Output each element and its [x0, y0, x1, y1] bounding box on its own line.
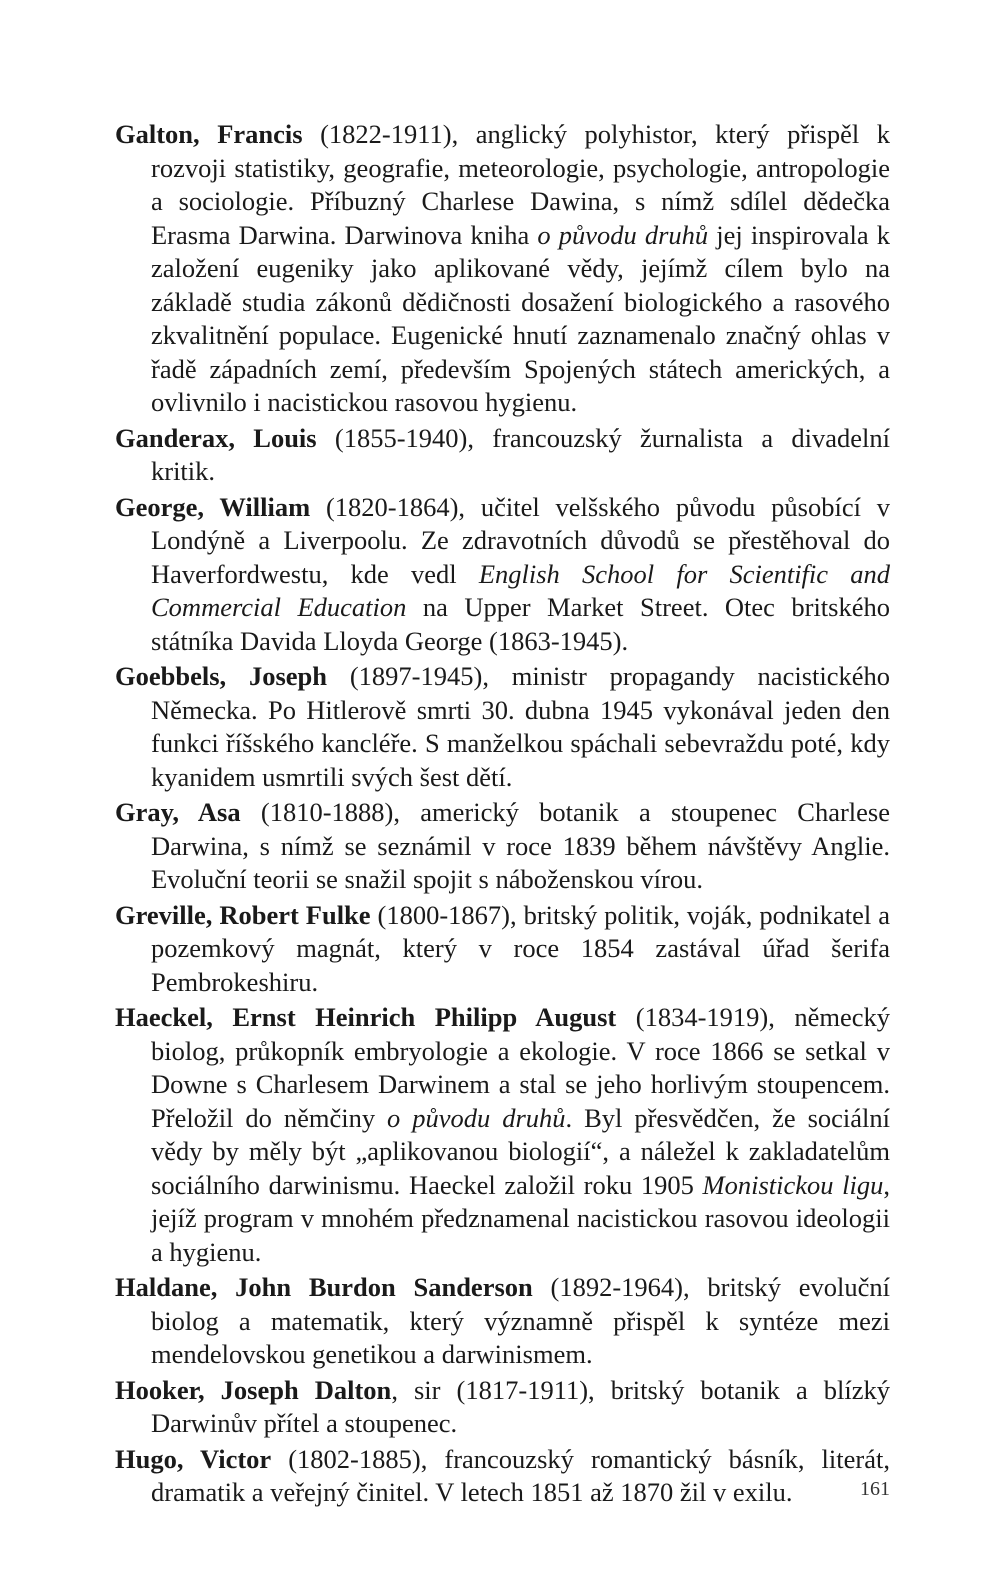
entry-name: Hooker, Joseph Dalton	[115, 1374, 392, 1405]
glossary-entry	[115, 899, 890, 1000]
entry-text: . Byl přesvědčen, že sociální vědy by měly být „aplikovanou biologií“, a náležel k zakladatelům sociálního darwinismu. Haeckel založil roku 1905	[151, 1102, 890, 1200]
glossary-entry	[115, 1443, 890, 1510]
entry-title-italic: English School for Scientific and Commercial Education	[151, 558, 890, 622]
entry-name: Goebbels, Joseph	[115, 661, 328, 691]
entry-text: (1892-1964), britský evoluční biolog a matematik, který významně přispěl k syntéze mezi mendelovskou genetikou a darwinismem.	[151, 1272, 890, 1369]
entry-text: , jejíž program v mnohém předznamenal nacistickou rasovou ideologii a hygienu.	[151, 1169, 891, 1267]
entry-title-italic: o původu druhů	[537, 219, 709, 250]
glossary-entry	[115, 660, 890, 794]
entry-text: (1822-1911), anglický polyhistor, který přispěl k rozvoji statistiky, geografie, meteorologie, psychologie, antropologie a sociologie. Příbuzný Charlese Dawina, s nímž sdílel dědečka Erasma Darwina. Darwinova kniha	[151, 119, 890, 250]
glossary-entry	[115, 422, 890, 489]
glossary-entry	[115, 491, 890, 659]
entry-text: (1802-1885), francouzský romantický básník, literát, dramatik a veřejný činitel. V letech 1851 až 1870 žil v exilu.	[151, 1443, 890, 1507]
entry-name: Greville, Robert Fulke	[115, 899, 371, 930]
glossary-page	[115, 118, 890, 1512]
entry-name: Haldane, John Burdon Sanderson	[115, 1272, 533, 1302]
entry-text: jej inspirovala k založení eugeniky jako aplikované vědy, jejímž cílem bylo na základě studia zákonů dědičnosti dosažení biologického a rasového zkvalitnění populace. Eugenické hnutí zaznamenalo značný ohlas v řadě západních zemí, především Spojených státech amerických, a ovlivnilo i nacistickou rasovou hygienu.	[151, 219, 890, 417]
entry-name: Ganderax, Louis	[115, 422, 317, 453]
entry-text: (1834-1919), německý biolog, průkopník embryologie a ekologie. V roce 1866 se setkal v Downe s Charlesem Darwinem a stal se jeho horlivým stoupencem. Přeložil do němčiny	[151, 1002, 890, 1133]
entry-name: George, William	[115, 491, 311, 522]
entry-text: (1855-1940), francouzský žurnalista a divadelní kritik.	[151, 422, 890, 486]
entry-name: Galton, Francis	[115, 119, 303, 149]
entry-text: na Upper Market Street. Otec britského státníka Davida Lloyda George (1863-1945).	[151, 592, 890, 656]
entry-name: Haeckel, Ernst Heinrich Philipp August	[115, 1002, 617, 1032]
page-number: 161	[860, 1478, 890, 1500]
entry-name: Hugo, Victor	[115, 1443, 272, 1474]
entry-text: (1800-1867), britský politik, voják, podnikatel a pozemkový magnát, který v roce 1854 zastával úřad šerifa Pembrokeshiru.	[151, 899, 890, 997]
glossary-entry	[115, 1271, 890, 1372]
glossary-entry	[115, 1001, 890, 1269]
entry-text: (1820-1864), učitel velšského původu působící v Londýně a Liverpoolu. Ze zdravotních důvodů se přestěhoval do Haverfordwestu, kde vedl	[151, 491, 891, 589]
name-index-list	[115, 118, 890, 1510]
glossary-entry	[115, 1374, 890, 1441]
glossary-entry	[115, 118, 890, 420]
entry-text: (1897-1945), ministr propagandy nacistického Německa. Po Hitlerově smrti 30. dubna 1945 vykonával jeden den funkci říšského kancléře. S manželkou spáchali sebevraždu poté, kdy kyanidem usmrtili svých šest dětí.	[151, 661, 891, 792]
entry-title-italic: Monistickou ligu	[702, 1169, 884, 1200]
glossary-entry	[115, 796, 890, 897]
entry-text: , sir (1817-1911), britský botanik a blízký Darwinův přítel a stoupenec.	[151, 1374, 891, 1438]
entry-title-italic: o původu druhů	[387, 1102, 566, 1133]
entry-text: (1810-1888), americký botanik a stoupenec Charlese Darwina, s nímž se seznámil v roce 1839 během návštěvy Anglie. Evoluční teorii se snažil spojit s náboženskou vírou.	[151, 797, 890, 894]
entry-name: Gray, Asa	[115, 797, 241, 827]
